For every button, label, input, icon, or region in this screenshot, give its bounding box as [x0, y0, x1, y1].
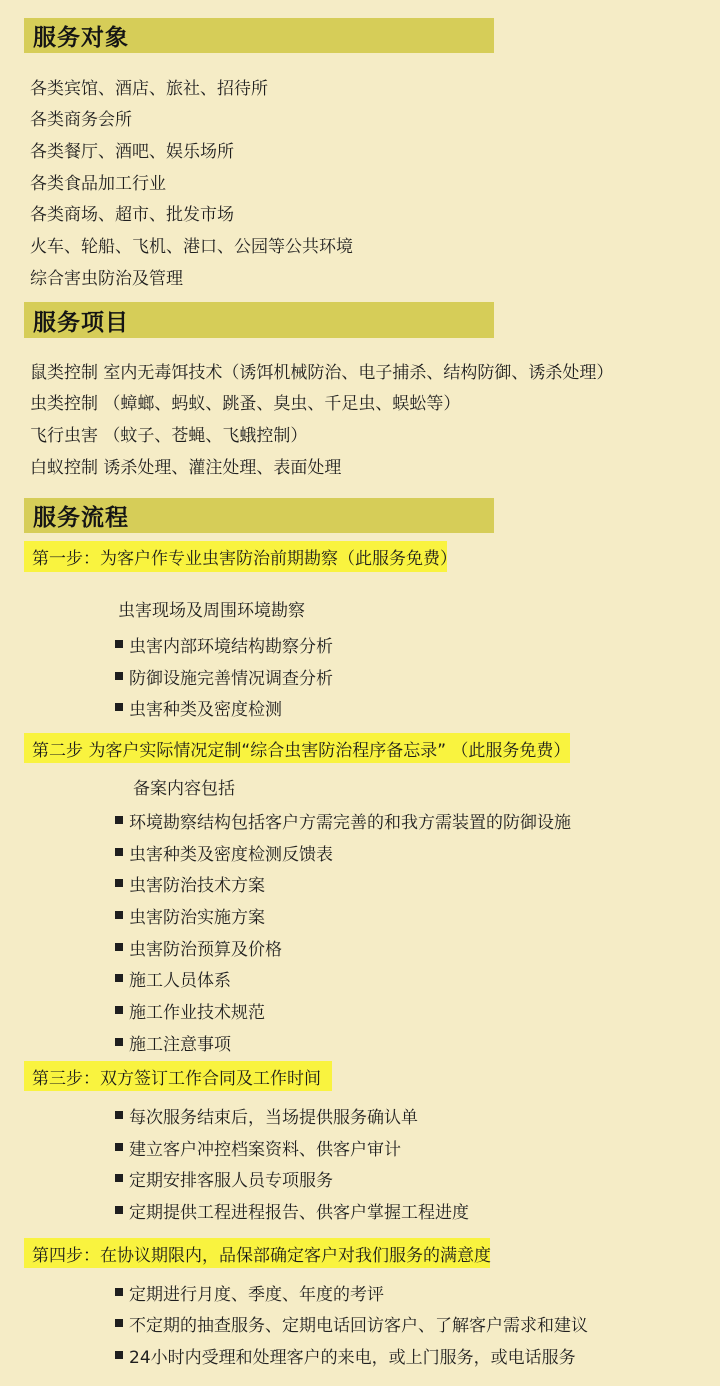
bullet-item [115, 1162, 333, 1194]
square-bullet-icon [115, 1038, 123, 1046]
list-item: 各类商务会所 [30, 109, 132, 130]
bullet-text: 施工作业技术规范 [129, 1002, 265, 1023]
bullet-text: 不定期的抽查服务、定期电话回访客户、了解客户需求和建议 [129, 1315, 588, 1336]
step-3-highlight [24, 1061, 332, 1091]
bullet-item [115, 1026, 231, 1058]
bullet-text: 定期安排客服人员专项服务 [129, 1170, 333, 1191]
bullet-text: 防御设施完善情况调查分析 [129, 668, 333, 689]
step-1-highlight [24, 541, 457, 572]
section-title: 服务流程 [33, 505, 129, 531]
square-bullet-icon [115, 848, 123, 856]
bullet-text: 24小时内受理和处理客户的来电，或上门服务，或电话服务 [129, 1347, 576, 1368]
list-item: 虫类控制 （蟑螂、蚂蚁、跳蚤、臭虫、千足虫、蜈蚣等） [30, 393, 461, 414]
step-4-highlight [24, 1238, 490, 1268]
section-header-service-targets [24, 18, 494, 53]
bullet-text: 环境勘察结构包括客户方需完善的和我方需装置的防御设施 [129, 812, 571, 833]
bullet-item [115, 628, 333, 660]
section-title: 服务项目 [33, 309, 129, 336]
bullet-text: 定期进行月度、季度、年度的考评 [129, 1284, 384, 1305]
section-header-service-items [24, 302, 494, 338]
bullet-text: 施工人员体系 [129, 970, 231, 991]
bullet-item [115, 691, 282, 723]
square-bullet-icon [115, 816, 123, 824]
square-bullet-icon [115, 974, 123, 982]
square-bullet-icon [115, 943, 123, 951]
step-1-label: 第一步：为客户作专业虫害防治前期勘察（此服务免费） [32, 549, 457, 569]
bullet-item [115, 1194, 469, 1226]
bullet-text: 每次服务结束后，当场提供服务确认单 [129, 1107, 418, 1128]
square-bullet-icon [115, 1288, 123, 1296]
square-bullet-icon [115, 1006, 123, 1014]
bullet-item [115, 962, 231, 994]
bullet-item [115, 931, 282, 963]
step-2-label: 第二步 为客户实际情况定制“综合虫害防治程序备忘录” （此服务免费） [32, 740, 571, 761]
bullet-item [115, 1099, 418, 1131]
bullet-text: 虫害防治预算及价格 [129, 939, 282, 960]
square-bullet-icon [115, 1319, 123, 1327]
square-bullet-icon [115, 879, 123, 887]
square-bullet-icon [115, 640, 123, 648]
bullet-text: 定期提供工程进程报告、供客户掌握工程进度 [129, 1202, 469, 1223]
square-bullet-icon [115, 1111, 123, 1119]
list-item: 各类餐厅、酒吧、娱乐场所 [30, 141, 234, 162]
bullet-item [115, 1131, 401, 1163]
square-bullet-icon [115, 703, 123, 711]
square-bullet-icon [115, 1351, 123, 1359]
bullet-item [115, 660, 333, 692]
step-2-highlight [24, 733, 570, 763]
bullet-item [115, 836, 333, 868]
bullet-text: 虫害种类及密度检测反馈表 [129, 844, 333, 865]
section-title: 服务对象 [33, 25, 129, 51]
bullet-item [115, 867, 265, 899]
bullet-text: 虫害内部环境结构勘察分析 [129, 636, 333, 657]
step-1-intro: 虫害现场及周围环境勘察 [118, 600, 305, 621]
bullet-item [115, 1276, 384, 1308]
list-item: 各类食品加工行业 [30, 173, 166, 194]
bullet-text: 虫害种类及密度检测 [129, 699, 282, 720]
bullet-item [115, 899, 265, 931]
step-3-label: 第三步：双方签订工作合同及工作时间 [32, 1068, 321, 1089]
square-bullet-icon [115, 1143, 123, 1151]
list-item: 各类宾馆、酒店、旅社、招待所 [30, 78, 268, 99]
list-item: 各类商场、超市、批发市场 [30, 204, 234, 225]
square-bullet-icon [115, 672, 123, 680]
list-item: 白蚁控制 诱杀处理、灌注处理、表面处理 [30, 457, 342, 478]
bullet-item [115, 994, 265, 1026]
square-bullet-icon [115, 1174, 123, 1182]
bullet-item [115, 804, 571, 836]
step-2-intro: 备案内容包括 [133, 778, 235, 799]
bullet-item [115, 1339, 576, 1371]
list-item: 飞行虫害 （蚊子、苍蝇、飞蛾控制） [30, 425, 308, 446]
list-item: 鼠类控制 室内无毒饵技术（诱饵机械防治、电子捕杀、结构防御、诱杀处理） [30, 362, 614, 383]
list-item: 综合害虫防治及管理 [30, 268, 183, 289]
list-item: 火车、轮船、飞机、港口、公园等公共环境 [30, 236, 353, 257]
bullet-text: 虫害防治技术方案 [129, 875, 265, 896]
bullet-text: 建立客户冲控档案资料、供客户审计 [129, 1139, 401, 1160]
bullet-item [115, 1307, 588, 1339]
step-4-label: 第四步：在协议期限内，品保部确定客户对我们服务的满意度 [32, 1245, 491, 1266]
section-header-service-process [24, 498, 494, 533]
bullet-text: 虫害防治实施方案 [129, 907, 265, 928]
square-bullet-icon [115, 911, 123, 919]
bullet-text: 施工注意事项 [129, 1034, 231, 1055]
square-bullet-icon [115, 1206, 123, 1214]
